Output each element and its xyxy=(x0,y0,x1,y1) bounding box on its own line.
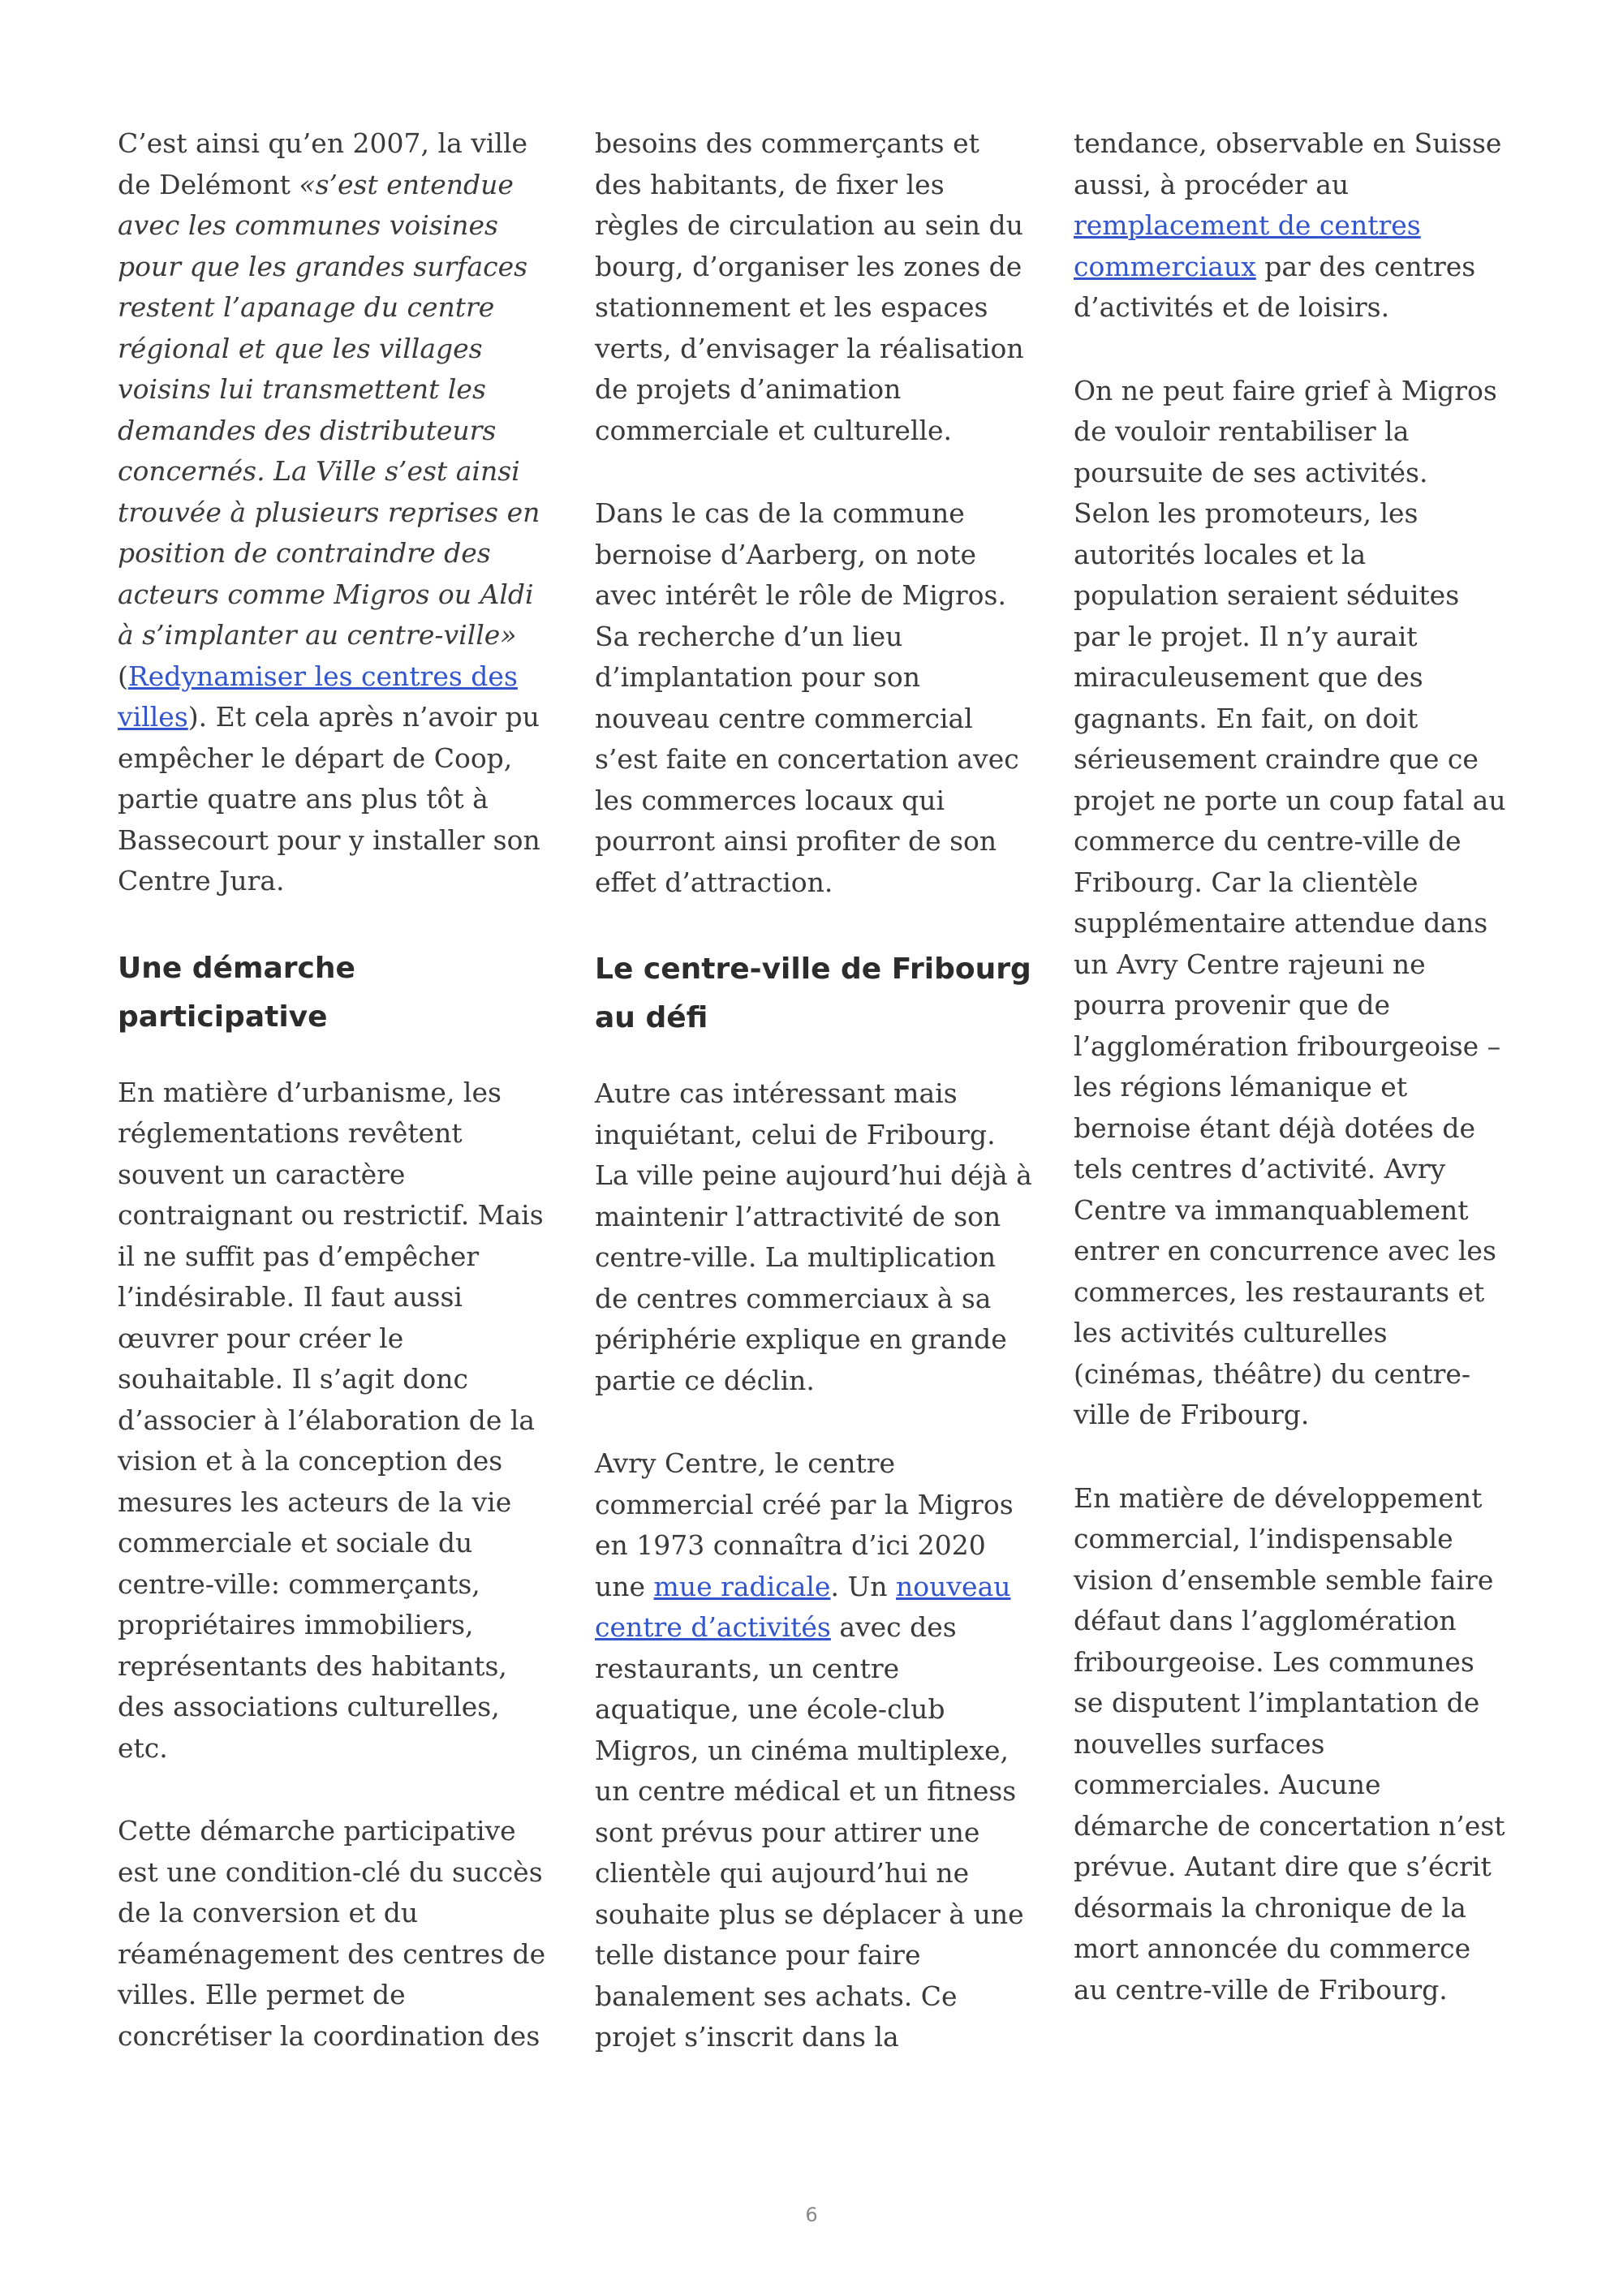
paragraph-text: . Un xyxy=(830,1570,897,1602)
paragraph-text: ( xyxy=(118,660,128,692)
section-heading-fribourg: Le centre-ville de Fribourg au défi xyxy=(595,952,1031,1034)
paragraph-developpement: En matière de développement commercial, l’indispensable vision d’ensemble semble faire défaut dans l’agglomération fribourgeoise. Les communes se disputent l’implantation de nouvelles surfaces commerciales. Aucune démarche de concertation n’est prévue. Autant dire que s’écrit désormais la chronique de la mort annoncée du commerce au centre-ville de Fribourg. xyxy=(1074,1481,1505,2006)
paragraph-fribourg: Autre cas intéressant mais inquiétant, celui de Fribourg. La ville peine aujourd’hui déjà à maintenir l’attractivité de son centre-ville. La multiplication de centres commerciaux à sa périphérie explique en grande partie ce déclin. xyxy=(595,1077,1032,1396)
paragraph-demarche: Cette démarche participative est une condition-clé du succès de la conversion et du réaménagement des centres de villes. Elle permet de concrétiser la coordination des xyxy=(118,1815,546,2052)
link-remplacement-centres[interactable]: remplacement de centres commerciaux xyxy=(1074,209,1421,282)
paragraph-text: C’est ainsi qu’en 2007, la ville de Delémont xyxy=(118,127,528,200)
paragraph-text: Avry Centre, le centre commercial créé par la Migros en 1973 connaîtra d’ici 2020 une xyxy=(595,1447,1014,1602)
paragraph-text: avec des restaurants, un centre aquatique, une école-club Migros, un cinéma multiplexe, un centre médical et un fitness sont prévus pour attirer une clientèle qui aujourd’hui ne souhaite plus se déplacer à une telle distance pour faire banalement ses achats. Ce projet s’inscrit dans la xyxy=(595,1611,1024,2053)
link-nouveau-centre[interactable]: nouveau centre d’activités xyxy=(595,1570,1011,1643)
paragraph-aarberg: Dans le cas de la commune bernoise d’Aarberg, on note avec intérêt le rôle de Migros. Sa recherche d’un lieu d’implantation pour son nouveau centre commercial s’est faite en concertation avec les commerces locaux qui pourront ainsi profiter de son effet d’attraction. xyxy=(595,497,1019,898)
link-redynamiser-centres[interactable]: Redynamiser les centres des villes xyxy=(118,660,518,733)
column-right xyxy=(1074,123,1512,2053)
paragraph-delemont xyxy=(118,123,556,902)
column-left xyxy=(118,123,556,2099)
paragraph-text: tendance, observable en Suisse aussi, à procéder au xyxy=(1074,127,1502,200)
paragraph-tendance xyxy=(1074,123,1512,329)
paragraph-text: ). Et cela après n’avoir pu empêcher le départ de Coop, partie quatre ans plus tôt à Bassecourt pour y installer son Centre Jura. xyxy=(118,701,540,896)
column-middle xyxy=(595,123,1033,2100)
paragraph-besoins: besoins des commerçants et des habitants, de fixer les règles de circulation au sein du bourg, d’organiser les zones de stationnement et les espaces verts, d’envisager la réalisation de projets d’animation commerciale et culturelle. xyxy=(595,127,1024,446)
link-mue-radicale[interactable]: mue radicale xyxy=(653,1570,831,1602)
section-heading-participative: Une démarche participative xyxy=(118,951,355,1034)
paragraph-urbanisme: En matière d’urbanisme, les réglementations revêtent souvent un caractère contraignant ou restrictif. Mais il ne suffit pas d’empêcher l’indésirable. Il faut aussi œuvrer pour créer le souhaitable. Il s’agit donc d’associer à l’élaboration de la vision et à la conception des mesures les acteurs de la vie commerciale et sociale du centre-ville: commerçants, propriétaires immobiliers, représentants des habitants, des associations culturelles, etc. xyxy=(118,1076,544,1764)
paragraph-migros: On ne peut faire grief à Migros de vouloir rentabiliser la poursuite de ses activités. Selon les promoteurs, les autorités locales et la population seraient séduites par le projet. Il n’y aurait miraculeusement que des gagnants. En fait, on doit sérieusement craindre que ce projet ne porte un coup fatal au commerce du centre-ville de Fribourg. Car la clientèle supplémentaire attendue dans un Avry Centre rajeuni ne pourra provenir que de l’agglomération fribourgeoise – les régions lémanique et bernoise étant déjà dotées de tels centres d’activité. Avry Centre va immanquablement entrer en concurrence avec les commerces, les restaurants et les activités culturelles (cinémas, théâtre) du centre-ville de Fribourg. xyxy=(1074,374,1506,1430)
page-number: 6 xyxy=(805,2204,818,2226)
quote-text: «s’est entendue avec les communes voisines pour que les grandes surfaces restent l’apanage du centre régional et que les villages voisins lui transmettent les demandes des distributeurs concernés. La Ville s’est ainsi trouvée à plusieurs reprises en position de contraindre des acteurs comme Migros ou Aldi à s’implanter au centre-ville» xyxy=(118,168,540,651)
paragraph-avry-centre xyxy=(595,1443,1033,2058)
paragraph-text: par des centres d’activités et de loisirs. xyxy=(1074,250,1476,323)
